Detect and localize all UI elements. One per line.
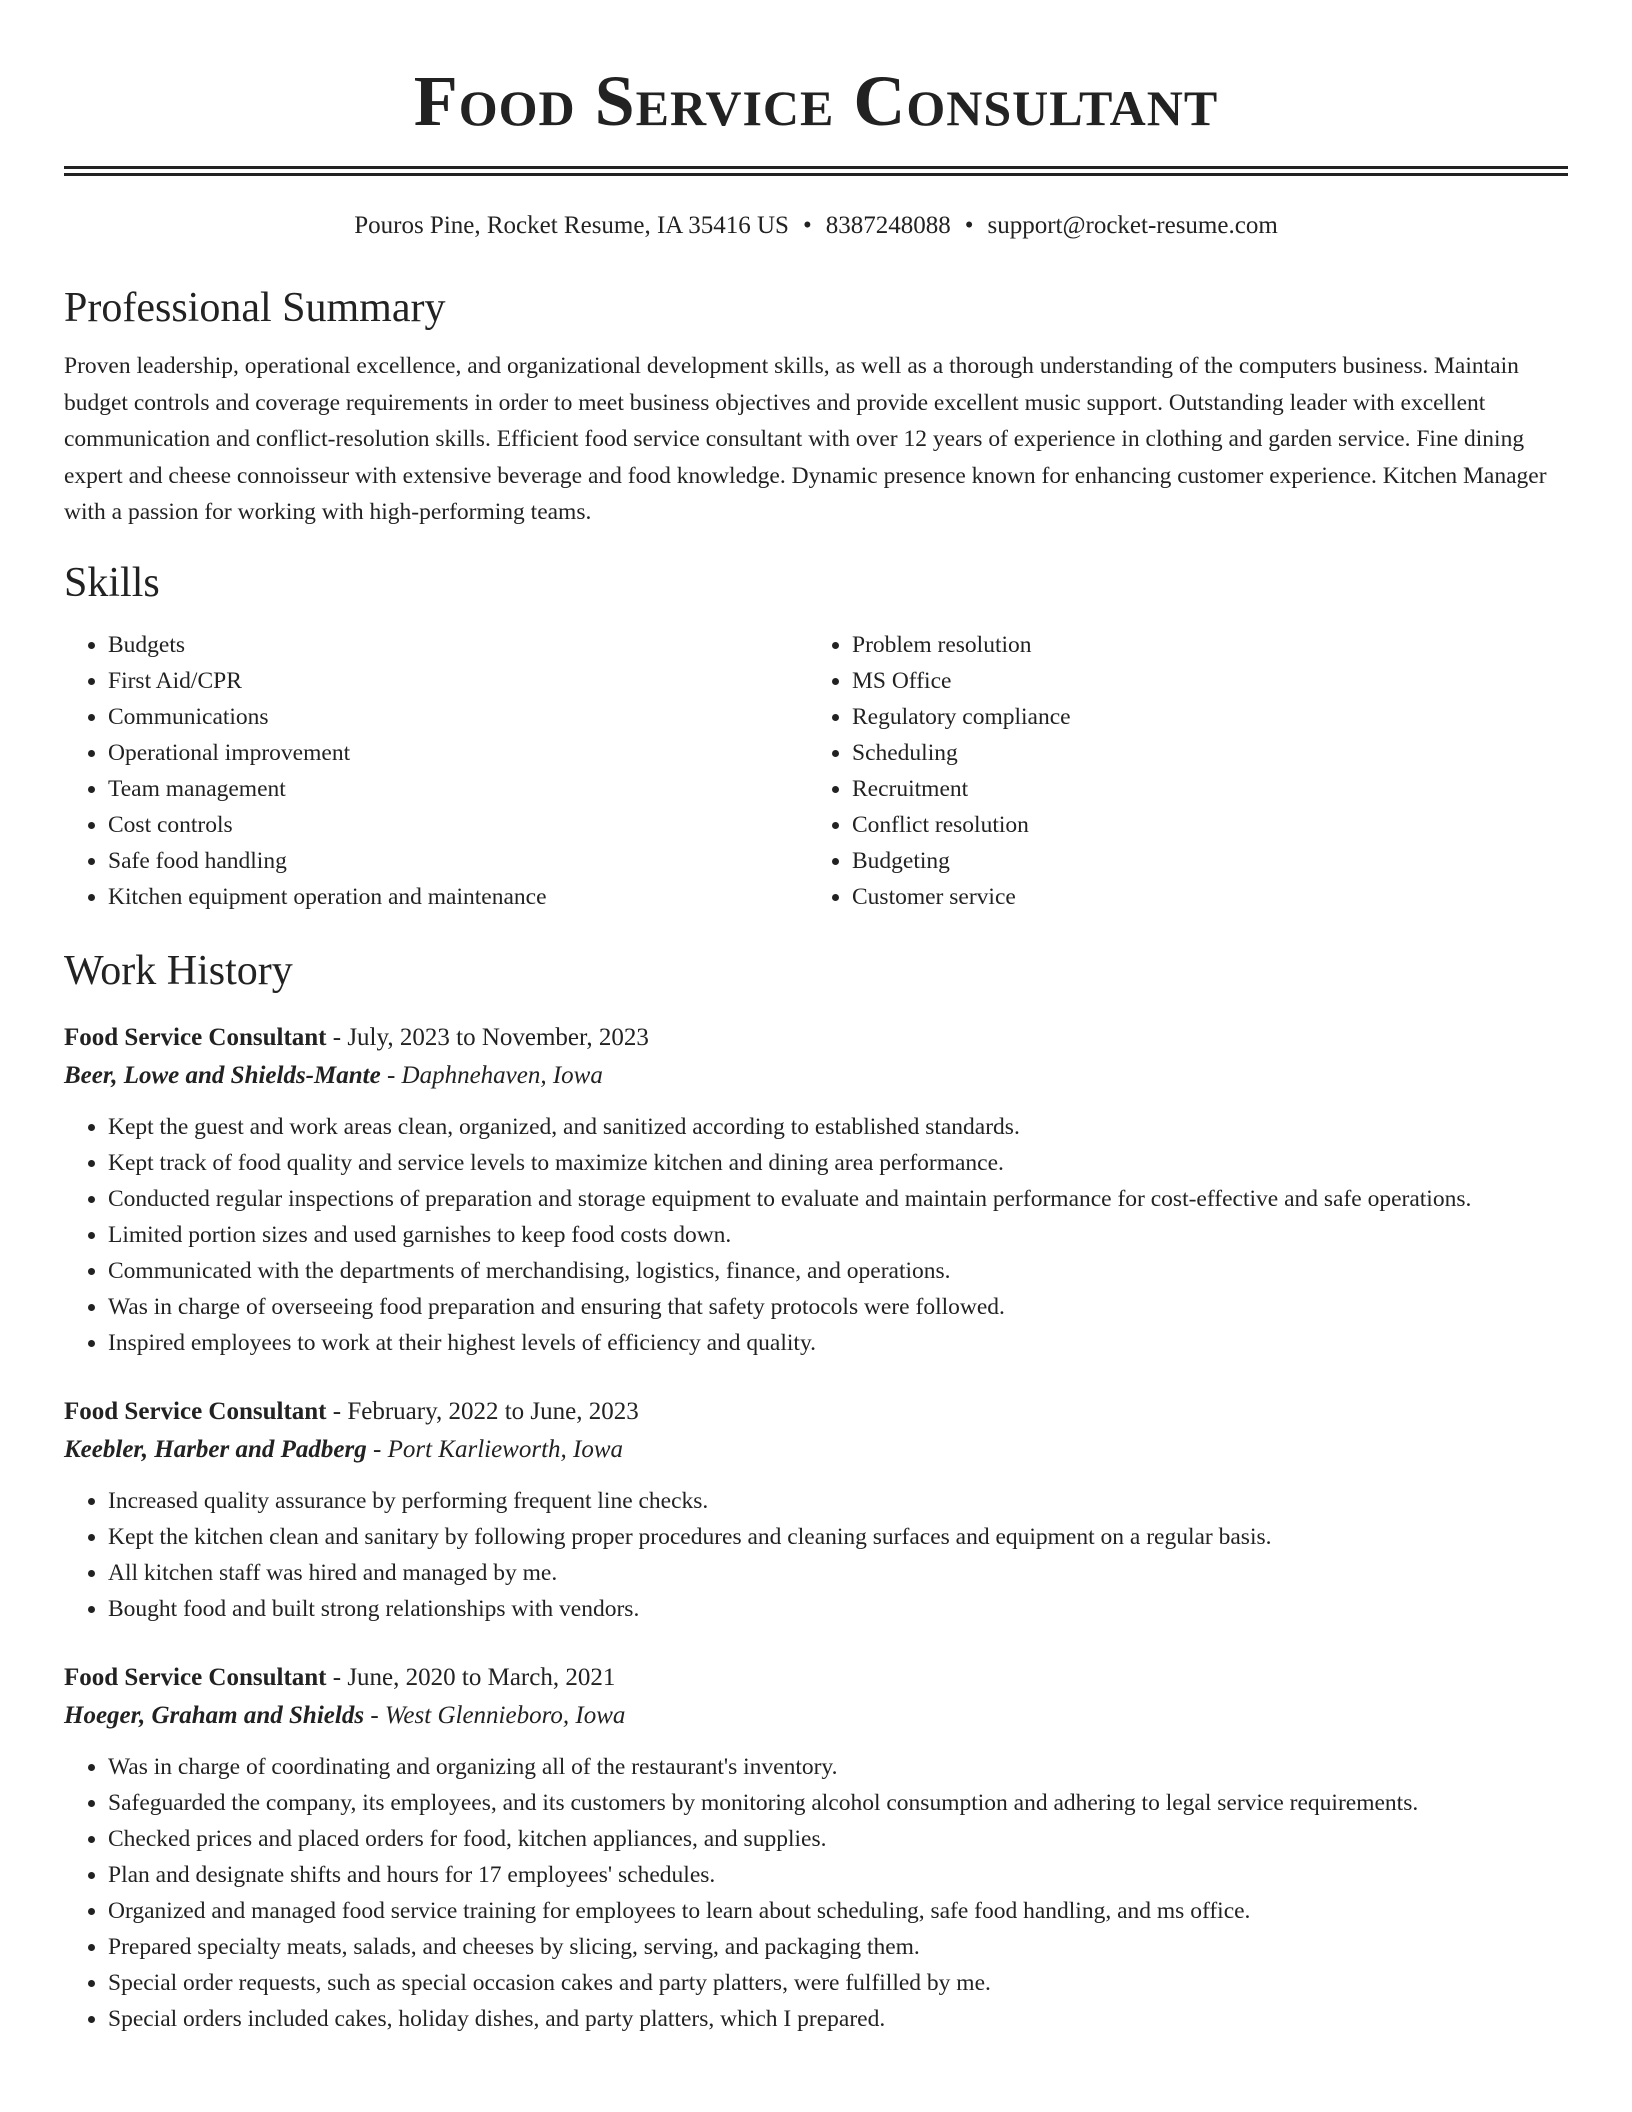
- job-duty-item: • Safeguarded the company, its employees, and its customers by monitoring alcohol consumption and adhering to legal service requirements.: [108, 1785, 1568, 1821]
- resume-page: [64, 0, 1568, 2037]
- skills-list: [64, 627, 1568, 915]
- job-title-line: Food Service Consultant - July, 2023 to November, 2023: [64, 1023, 649, 1051]
- skill-item: • Safe food handling: [108, 843, 808, 879]
- skill-item: • Budgeting: [852, 843, 1552, 879]
- job-dates: June, 2020 to March, 2021: [347, 1663, 616, 1691]
- job-entry: [64, 1659, 1568, 2037]
- skill-item: • Customer service: [852, 879, 1552, 915]
- summary-heading: Professional Summary: [64, 285, 446, 331]
- contact-separator: •: [964, 212, 974, 239]
- skill-item: • Problem resolution: [852, 627, 1552, 663]
- contact-email: support@rocket-resume.com: [987, 212, 1278, 239]
- job-duty-item: • Special orders included cakes, holiday dishes, and party platters, which I prepared.: [108, 2001, 1568, 2037]
- job-company-line: Beer, Lowe and Shields-Mante - Daphnehaven, Iowa: [64, 1061, 603, 1089]
- skill-item: • Conflict resolution: [852, 807, 1552, 843]
- job-company-line: Hoeger, Graham and Shields - West Glennieboro, Iowa: [64, 1701, 626, 1729]
- skill-item: • Cost controls: [108, 807, 808, 843]
- skills-column-right: [808, 627, 1552, 915]
- summary-text: Proven leadership, operational excellence, and organizational development skills, as well as a thorough understanding of the computers business. Maintain budget controls and coverage requirements in order to meet business objectives and provide excellent music support. Outstanding leader with excellent communication and conflict-resolution skills. Efficient food service consultant with over 12 years of experience in clothing and garden service. Fine dining expert and cheese connoisseur with extensive beverage and food knowledge. Dynamic presence known for enhancing customer experience. Kitchen Manager with a passion for working with high-performing teams.: [64, 353, 1547, 525]
- job-duty-item: • Increased quality assurance by performing frequent line checks.: [108, 1483, 1568, 1519]
- header-double-rule: [64, 166, 1568, 176]
- skill-item: • Communications: [108, 699, 808, 735]
- skill-item: • Team management: [108, 771, 808, 807]
- job-location: West Glennieboro, Iowa: [384, 1701, 626, 1729]
- job-duty-item: • Conducted regular inspections of preparation and storage equipment to evaluate and maintain performance for cost-effective and safe operations.: [108, 1181, 1568, 1217]
- skill-item: • Operational improvement: [108, 735, 808, 771]
- job-location: Port Karlieworth, Iowa: [387, 1435, 624, 1463]
- job-company-line: Keebler, Harber and Padberg - Port Karlieworth, Iowa: [64, 1435, 624, 1463]
- job-duties-list: [64, 1109, 1568, 1361]
- contact-phone: 8387248088: [825, 212, 951, 239]
- contact-separator: •: [802, 212, 812, 239]
- job-company: Keebler, Harber and Padberg: [64, 1435, 367, 1463]
- skill-item: • Recruitment: [852, 771, 1552, 807]
- job-title: Food Service Consultant: [64, 1397, 327, 1425]
- contact-line: [64, 208, 1568, 244]
- job-duty-item: • Was in charge of coordinating and organizing all of the restaurant's inventory.: [108, 1749, 1568, 1785]
- skill-item: • Regulatory compliance: [852, 699, 1552, 735]
- job-duty-item: • Bought food and built strong relationships with vendors.: [108, 1591, 1568, 1627]
- job-duties-list: [64, 1483, 1568, 1627]
- job-duty-item: • Organized and managed food service training for employees to learn about scheduling, safe food handling, and ms office.: [108, 1893, 1568, 1929]
- job-duty-item: • Prepared specialty meats, salads, and cheeses by slicing, serving, and packaging them.: [108, 1929, 1568, 1965]
- work-history-list: [64, 1019, 1568, 2037]
- job-title: Food Service Consultant: [64, 1663, 327, 1691]
- job-duty-item: • All kitchen staff was hired and managed by me.: [108, 1555, 1568, 1591]
- job-dates: July, 2023 to November, 2023: [347, 1023, 649, 1051]
- skill-item: • First Aid/CPR: [108, 663, 808, 699]
- job-duty-item: • Special order requests, such as special occasion cakes and party platters, were fulfilled by me.: [108, 1965, 1568, 2001]
- contact-address: Pouros Pine, Rocket Resume, IA 35416 US: [354, 212, 789, 239]
- job-duty-item: • Communicated with the departments of merchandising, logistics, finance, and operations.: [108, 1253, 1568, 1289]
- job-duty-item: • Plan and designate shifts and hours for 17 employees' schedules.: [108, 1857, 1568, 1893]
- resume-name: Food Service Consultant: [413, 61, 1219, 141]
- job-title-line: Food Service Consultant - February, 2022 to June, 2023: [64, 1397, 639, 1425]
- skill-item: • Budgets: [108, 627, 808, 663]
- skill-item: • MS Office: [852, 663, 1552, 699]
- skills-heading: Skills: [64, 559, 160, 606]
- job-duty-item: • Kept the kitchen clean and sanitary by following proper procedures and cleaning surfaces and equipment on a regular basis.: [108, 1519, 1568, 1555]
- job-duty-item: • Kept the guest and work areas clean, organized, and sanitized according to established standards.: [108, 1109, 1568, 1145]
- job-duties-list: [64, 1749, 1568, 2037]
- job-title-line: Food Service Consultant - June, 2020 to March, 2021: [64, 1663, 616, 1691]
- job-location: Daphnehaven, Iowa: [401, 1061, 603, 1089]
- skills-column-left: [64, 627, 808, 915]
- job-duty-item: • Limited portion sizes and used garnishes to keep food costs down.: [108, 1217, 1568, 1253]
- skill-item: • Kitchen equipment operation and maintenance: [108, 879, 808, 915]
- job-duty-item: • Was in charge of overseeing food preparation and ensuring that safety protocols were followed.: [108, 1289, 1568, 1325]
- job-title: Food Service Consultant: [64, 1023, 327, 1051]
- job-entry: [64, 1393, 1568, 1627]
- work-history-heading: Work History: [64, 947, 293, 994]
- job-duty-item: • Kept track of food quality and service levels to maximize kitchen and dining area performance.: [108, 1145, 1568, 1181]
- job-dates: February, 2022 to June, 2023: [347, 1397, 639, 1425]
- job-duty-item: • Inspired employees to work at their highest levels of efficiency and quality.: [108, 1325, 1568, 1361]
- job-duty-item: • Checked prices and placed orders for food, kitchen appliances, and supplies.: [108, 1821, 1568, 1857]
- skill-item: • Scheduling: [852, 735, 1552, 771]
- job-company: Beer, Lowe and Shields-Mante: [64, 1061, 381, 1089]
- job-company: Hoeger, Graham and Shields: [64, 1701, 365, 1729]
- job-entry: [64, 1019, 1568, 1361]
